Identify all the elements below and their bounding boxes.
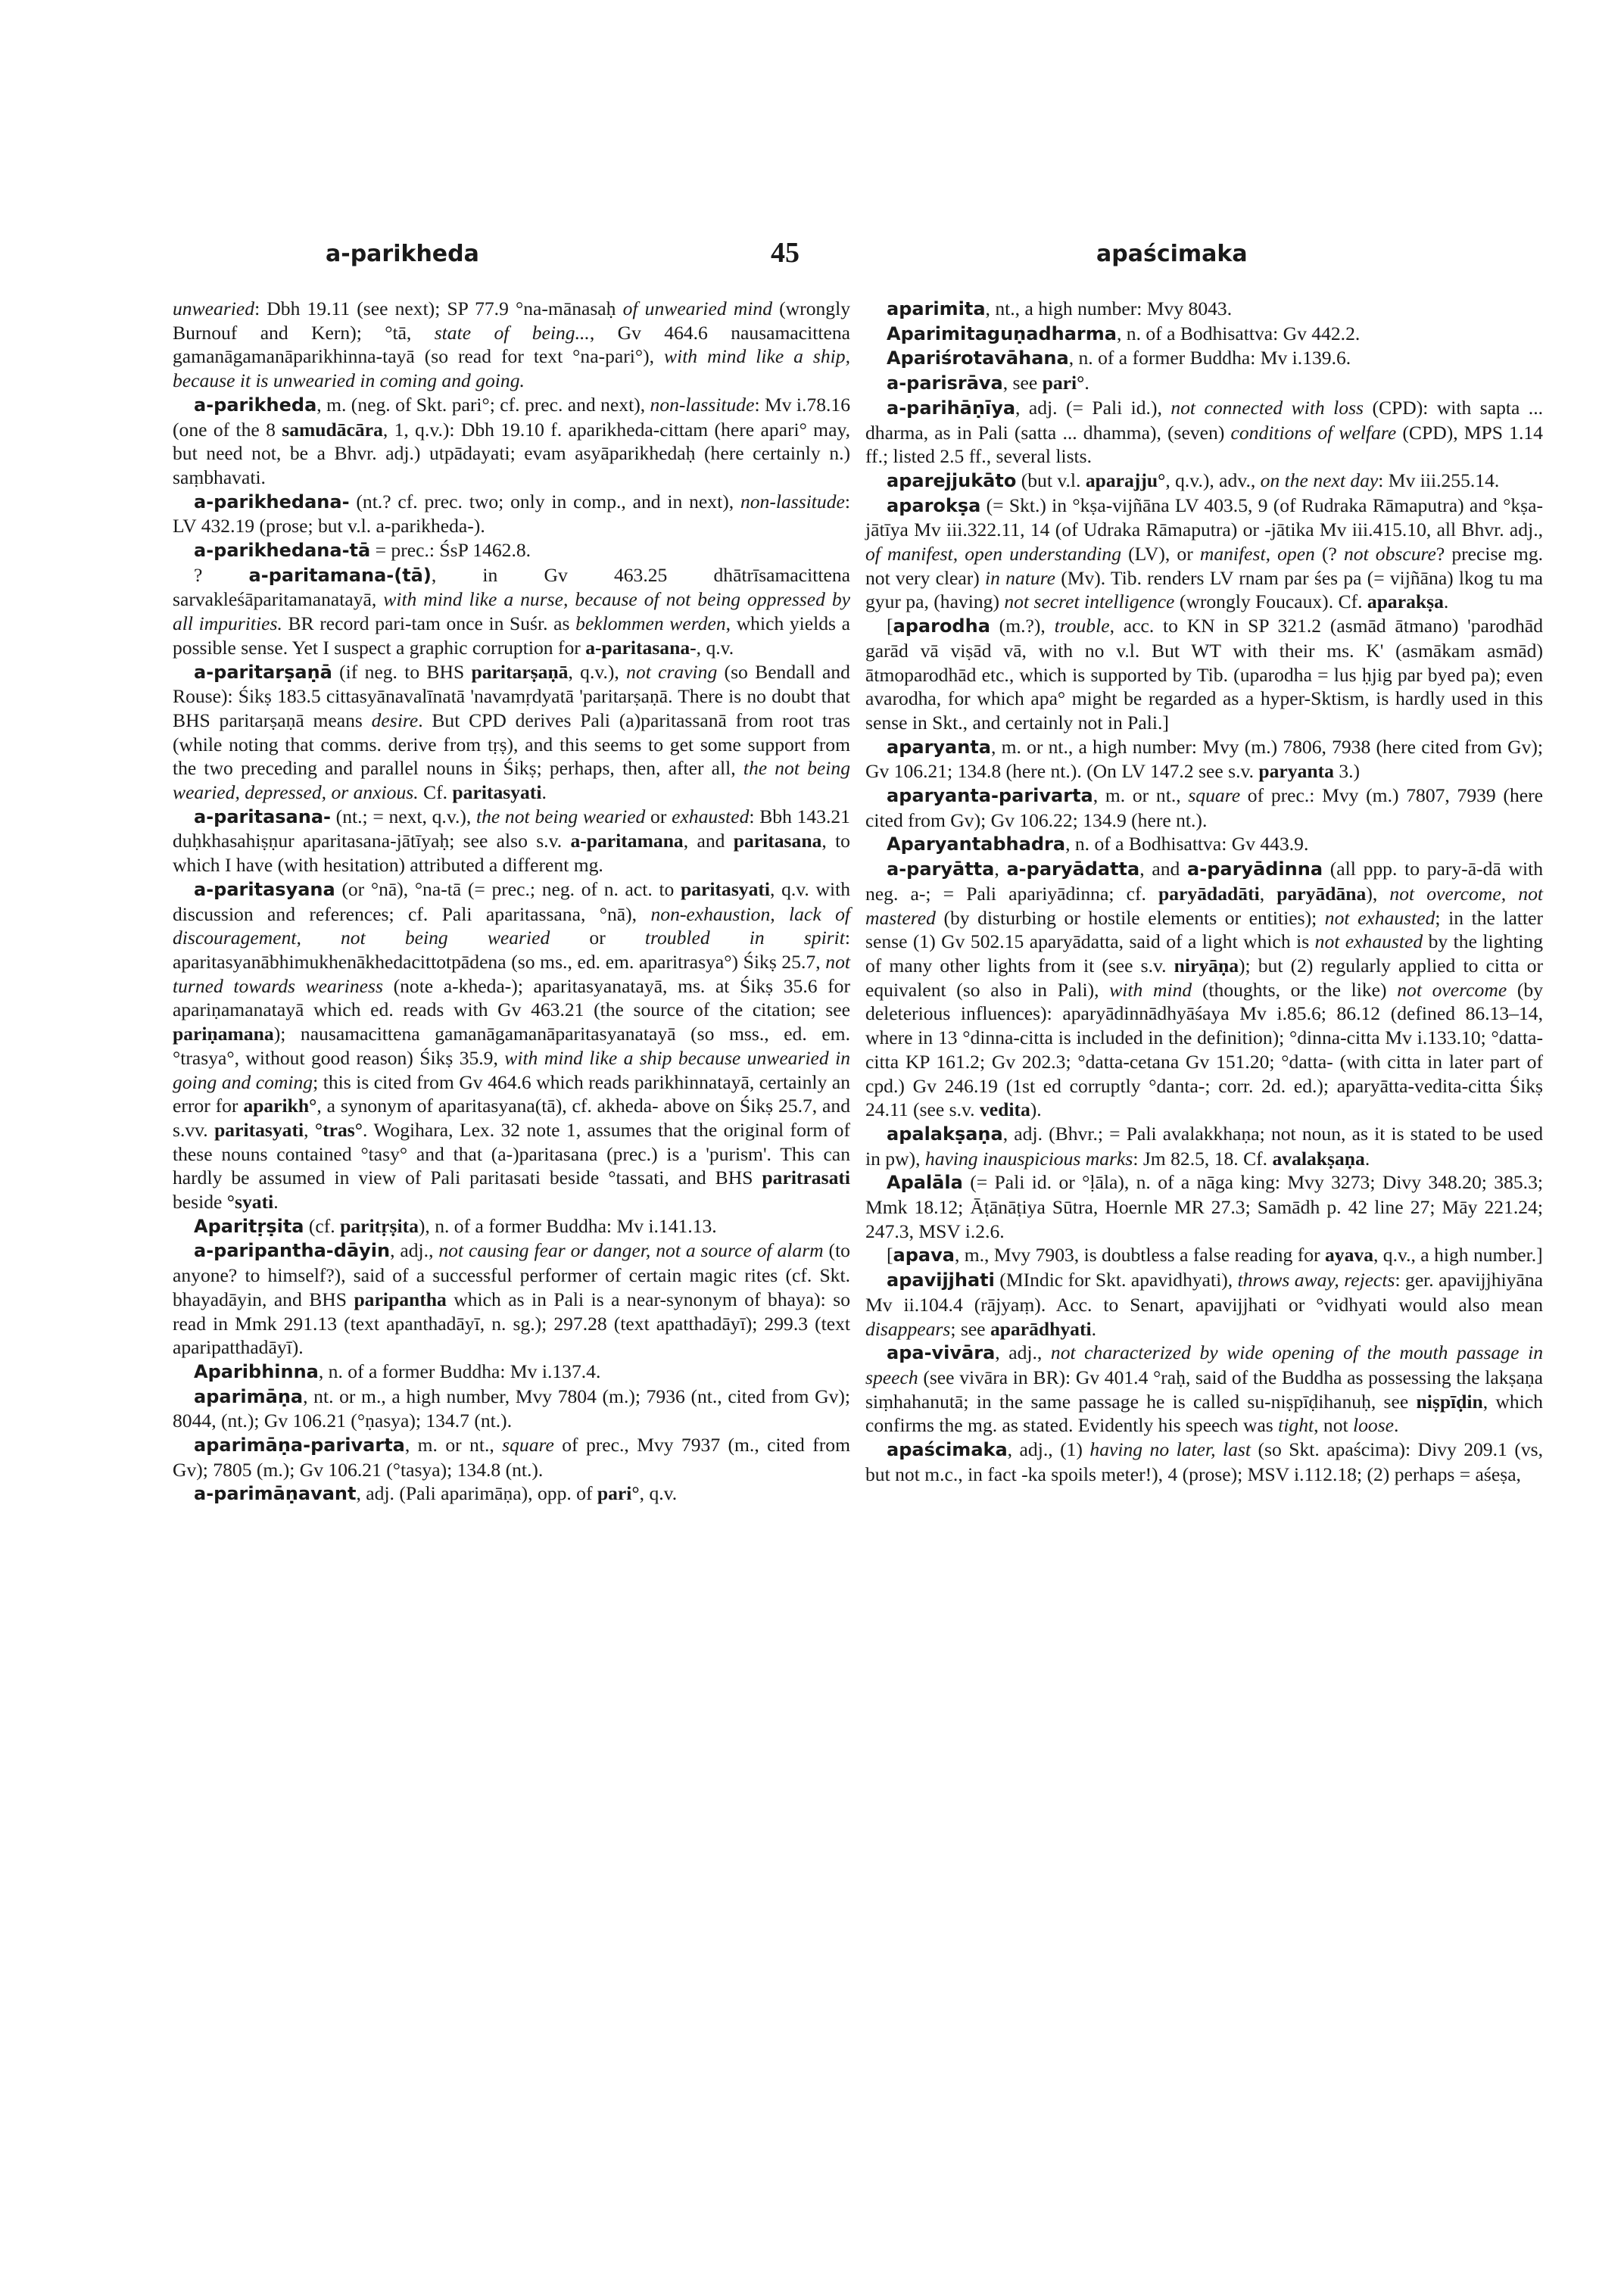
dictionary-entry: Aparibhinna, n. of a former Buddha: Mv i.137.4. bbox=[194, 1360, 601, 1382]
running-head-left: a-parikheda bbox=[326, 241, 479, 267]
dictionary-entry: a-parimāṇavant, adj. (Pali aparimāṇa), opp. of pari°, q.v. bbox=[194, 1482, 678, 1505]
dictionary-entry: a-parikheda, m. (neg. of Skt. pari°; cf. prec. and next), non-lassitude: Mv i.78.16 (one of the 8 samudācāra, 1, q.v.): Dbh 19.10 f. aparikheda-cittam (here apari° may, but need not, be a Bhvr. adj.) utpādayati; evam asyāparikhedaḥ (here certainly n.) saṃbhavati. bbox=[173, 393, 850, 488]
dictionary-entry: aparimāṇa-parivarta, m. or nt., square of prec., Mvy 7937 (m., cited from Gv); 7805 (m.); Gv 106.21 (°tasya); 134.8 (nt.). bbox=[173, 1434, 850, 1481]
dictionary-entry: a-paritarṣaṇā (if neg. to BHS paritarṣaṇā, q.v.), not craving (so Bendall and Rouse): Śikṣ 183.5 cittasyānavalīnatā 'navamṛdyatā 'paritarṣaṇā. There is no doubt that BHS paritarṣaṇā means desire. But CPD derives Pali (a)paritassanā from root tras (while noting that comms. derive from tṛṣ), and this seems to get some support from the two preceding and parallel nouns in Śikṣ; perhaps, then, after all, the not being wearied, depressed, or anxious. Cf. paritasyati. bbox=[173, 660, 850, 804]
dictionary-entry: Apalāla (= Pali id. or °ḷāla), n. of a nāga king: Mvy 3273; Divy 348.20; 385.3; Mmk 18.12; Āṭānāṭiya Sūtra, Hoernle MR 27.3; Samādh p. 42 line 27; Māy 221.24; 247.3, MSV i.2.6. bbox=[865, 1171, 1543, 1242]
running-head-right: apaścimaka bbox=[1096, 241, 1248, 267]
dictionary-entry: [apava, m., Mvy 7903, is doubtless a false reading for ayava, q.v., a high number.] bbox=[887, 1244, 1543, 1266]
dictionary-entry: Aparimitaguṇadharma, n. of a Bodhisattva: Gv 442.2. bbox=[887, 322, 1361, 344]
page-number: 45 bbox=[771, 237, 800, 269]
dictionary-entry: a-paritasana- (nt.; = next, q.v.), the not being wearied or exhausted: Bbh 143.21 duḥkhasahiṣṇur aparitasana-jātīyaḥ; see also s.v. a-paritamana, and paritasana, to which I have (with hesitation) attributed a different mg. bbox=[173, 805, 850, 877]
dictionary-entry: aparimita, nt., a high number: Mvy 8043. bbox=[887, 298, 1233, 319]
dictionary-entry: apalakṣaṇa, adj. (Bhvr.; = Pali avalakkhaṇa; not noun, as it is stated to be used in pw), having inauspicious marks: Jm 82.5, 18. Cf. avalakṣaṇa. bbox=[865, 1122, 1543, 1170]
dictionary-entry: a-paryātta, a-paryādatta, and a-paryādinna (all ppp. to pary-ā-dā with neg. a-; = Pali apariyādinna; cf. paryādadāti, paryādāna), not overcome, not mastered (by disturbing or hostile elements or entities); not exhausted; in the latter sense (1) Gv 502.15 aparyādatta, said of a light which is not exhausted by the lighting of many other lights from it (see s.v. niryāṇa); but (2) regularly applied to citta or equivalent (so also in Pali), with mind (thoughts, or the like) not overcome (by deleterious influences): aparyādinnādhyāśaya Mv i.85.6; 86.12 (defined 86.13–14, where in 13 °dinna-citta is included in the definition); °dinna-citta Mv i.133.10; °datta-citta KP 161.2; Gv 202.3; °datta-cetana Gv 151.20; °datta- (with citta in later part of cpd.) Gv 246.19 (1st ed corruptly °danta-; corr. 2d. ed.); aparyātta-vedita-citta Śikṣ 24.11 (see s.v. vedita). bbox=[865, 858, 1544, 1121]
dictionary-entry: a-paripantha-dāyin, adj., not causing fear or danger, not a source of alarm (to anyone? to himself?), said of a successful performer of certain magic rites (cf. Skt. bhayadāyin, and BHS paripantha which as in Pali is a near-synonym of bhaya): so read in Mmk 291.13 (text apanthadāyī, n. sg.); 297.28 (text apatthadāyī); 299.3 (text aparipatthadāyī). bbox=[173, 1239, 850, 1359]
dictionary-entry: a-parikhedana- (nt.? cf. prec. two; only in comp., and in next), non-lassitude: LV 432.19 (prose; but v.l. a-parikheda-). bbox=[173, 490, 850, 537]
dictionary-entry: apaścimaka, adj., (1) having no later, last (so Skt. apaścima): Divy 209.1 (vs, but not m.c., in fact -ka spoils meter!), 4 (prose); MSV i.112.18; (2) perhaps = aśeṣa, bbox=[865, 1438, 1543, 1485]
dictionary-entry: ? a-paritamana-(tā), in Gv 463.25 dhātrīsamacittena sarvakleśāparitamanatayā, with mind like a nurse, because of not being oppressed by all impurities. BR record pari-tam once in Suśr. as beklommen werden, which yields a possible sense. Yet I suspect a graphic corruption for a-paritasana-, q.v. bbox=[173, 563, 851, 659]
dictionary-entry: Aparyantabhadra, n. of a Bodhisattva: Gv 443.9. bbox=[887, 833, 1309, 855]
left-column bbox=[173, 297, 850, 1506]
dictionary-entry: aparyanta-parivarta, m. or nt., square of prec.: Mvy (m.) 7807, 7939 (here cited from Gv); Gv 106.22; 134.9 (here nt.). bbox=[865, 784, 1543, 831]
right-column bbox=[865, 297, 1543, 1486]
dictionary-entry: unwearied: Dbh 19.11 (see next); SP 77.9 °na-mānasaḥ of unwearied mind (wrongly Burnouf and Kern); °tā, state of being..., Gv 464.6 nausamacittena gamanāgamanāparikhinna-tayā (so read for text °na-pari°), with mind like a ship, because it is unwearied in coming and going. bbox=[173, 298, 850, 392]
dictionary-entry: a-parikhedana-tā = prec.: ŚsP 1462.8. bbox=[194, 539, 531, 562]
dictionary-entry: aparokṣa (= Skt.) in °kṣa-vijñāna LV 403.5, 9 (of Rudraka Rāmaputra) and °kṣa-jātīya Mv iii.322.11, 14 (of Udraka Rāmaputra) or -jātika Mv iii.415.10, all Bhvr. adj., of manifest, open understanding (LV), or manifest, open (? not obscure? precise mg. not very clear) in nature (Mv). Tib. renders LV rnam par śes pa (= vijñāna) lkog tu ma gyur pa, (having) not secret intelligence (wrongly Foucaux). Cf. aparakṣa. bbox=[865, 494, 1544, 613]
dictionary-entry: apa-vivāra, adj., not characterized by wide opening of the mouth passage in speech (see vivāra in BR): Gv 401.4 °raḥ, said of the Buddha as possessing the lakṣaṇa siṃhahanutā; in the same passage he is called su-niṣpīḍihanuḥ, see niṣpīḍin, which confirms the mg. as stated. Evidently his speech was tight, not loose. bbox=[865, 1341, 1543, 1437]
dictionary-entry: aparyanta, m. or nt., a high number: Mvy (m.) 7806, 7938 (here cited from Gv); Gv 106.21; 134.8 (here nt.). (On LV 147.2 see s.v. paryanta 3.) bbox=[865, 735, 1543, 783]
dictionary-entry: a-parisrāva, see pari°. bbox=[887, 372, 1089, 394]
dictionary-entry: aparejjukāto (but v.l. aparajju°, q.v.), adv., on the next day: Mv iii.255.14. bbox=[887, 469, 1500, 491]
dictionary-entry: Aparitṛṣita (cf. paritṛṣita), n. of a former Buddha: Mv i.141.13. bbox=[194, 1214, 717, 1237]
dictionary-entry: [aparodha (m.?), trouble, acc. to KN in SP 321.2 (asmād ātmano) 'parodhād garād vā viṣād vā, with no v.l. But WT with their ms. K' (asmākam asmād) ātmoparodhād etc., which is supported by Tib. (uparodha = lus ḥjig par byed pa); even avarodha, for which apa° might be regarded as a hyper-Sktism, is hardly used in this sense in Skt., and certainly not in Pali.] bbox=[865, 615, 1543, 734]
dictionary-entry: Apariśrotavāhana, n. of a former Buddha: Mv i.139.6. bbox=[887, 347, 1351, 369]
dictionary-entry: aparimāṇa, nt. or m., a high number, Mvy 7804 (m.); 7936 (nt., cited from Gv); 8044, (nt.); Gv 106.21 (°ṇasya); 134.7 (nt.). bbox=[173, 1385, 850, 1432]
dictionary-entry: apavijjhati (MIndic for Skt. apavidhyati), throws away, rejects: ger. apavijjhiyāna Mv ii.104.4 (rājyaṃ). Acc. to Senart, apavijjhati or °vidhyati would also mean disappears; see aparādhyati. bbox=[865, 1269, 1543, 1340]
dictionary-entry: a-paritasyana (or °nā), °na-tā (= prec.; neg. of n. act. to paritasyati, q.v. with discussion and references; cf. Pali aparitassana, °nā), non-exhaustion, lack of discouragement, not being wearied or troubled in spirit: aparitasyanābhimukhenākhedacittotpādena (so ms., ed. em. aparitrasya°) Śikṣ 25.7, not turned towards weariness (note a-kheda-); aparitasyanatayā, ms. at Śikṣ 35.6 for apariṇamanatayā which ed. reads with Gv 463.21 (the source of the citation; see pariṇamana); nausamacittena gamanāgamanāparitasyanatayā (so mss., ed. em. °trasya°, without good reason) Śikṣ 35.9, with mind like a ship because unwearied in going and coming; this is cited from Gv 464.6 which reads parikhinnatayā, certainly an error for aparikh°, a synonym of aparitasyana(tā), cf. akheda- above on Śikṣ 25.7, and s.vv. paritasyati, °tras°. Wogihara, Lex. 32 note 1, assumes that the original form of these nouns contained °tasy° and that (a-)paritasana (prec.) is a 'purism'. This can hardly be assumed in view of Pali paritasati beside °tassati, and BHS paritrasati beside °syati. bbox=[173, 877, 851, 1213]
dictionary-entry: a-parihāṇīya, adj. (= Pali id.), not connected with loss (CPD): with sapta ... dharma, as in Pali (satta ... dhamma), (seven) conditions of welfare (CPD), MPS 1.14 ff.; listed 2.5 ff., several lists. bbox=[865, 396, 1543, 468]
